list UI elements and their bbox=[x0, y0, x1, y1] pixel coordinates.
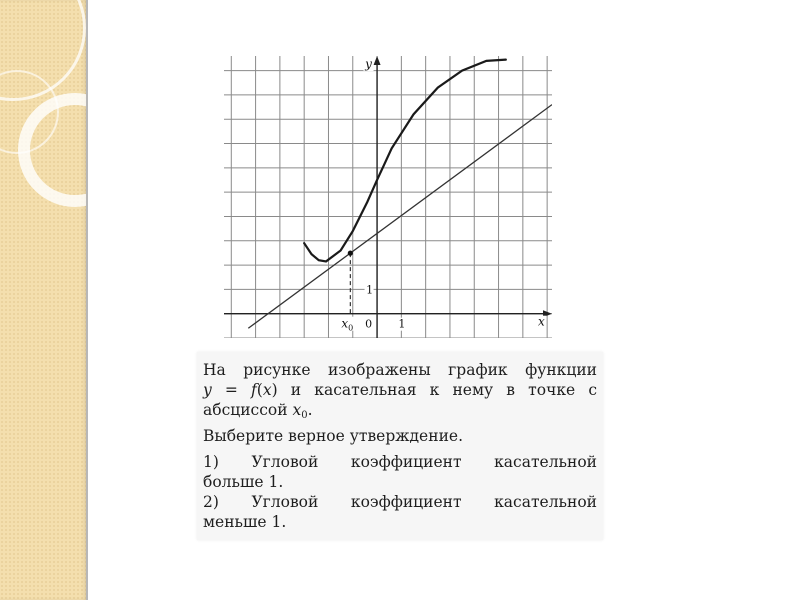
option-1-line-2: больше 1. bbox=[203, 473, 284, 491]
grid bbox=[224, 56, 552, 338]
problem-line-1: На рисунке изображены график функции bbox=[203, 361, 597, 379]
x0-label-subscript: 0 bbox=[348, 323, 354, 333]
formula-f: f bbox=[251, 381, 257, 399]
abscissa-x: x bbox=[292, 401, 302, 419]
function-graph-figure bbox=[224, 56, 552, 338]
option-2-line-1: 2) Угловой коэффициент касательной bbox=[203, 493, 597, 511]
problem-line-3-text: абсциссой bbox=[203, 401, 293, 419]
x-tick-label-1: 1 bbox=[398, 317, 406, 331]
x0-label-main: x bbox=[341, 316, 349, 331]
problem-text bbox=[197, 352, 603, 540]
formula-equals: = bbox=[211, 381, 252, 399]
problem-line-3 bbox=[203, 400, 597, 420]
origin-label: 0 bbox=[365, 317, 373, 331]
formula-paren-open: ( bbox=[256, 381, 263, 399]
question-prompt: Выберите верное утверждение. bbox=[203, 427, 463, 445]
formula-x: x bbox=[262, 381, 272, 399]
decorative-side-strip bbox=[0, 0, 88, 600]
formula-y: y bbox=[203, 381, 212, 399]
problem-line-2-rest: ) и касательная к нему в точке с bbox=[271, 381, 598, 399]
y-axis-label: y bbox=[365, 57, 372, 71]
y-tick-label-1: 1 bbox=[366, 283, 374, 297]
tangent-point bbox=[348, 251, 353, 256]
x-axis-label: x bbox=[538, 314, 545, 329]
option-1-line-1: 1) Угловой коэффициент касательной bbox=[203, 453, 597, 471]
function-graph-plot bbox=[224, 56, 552, 338]
option-2-line-2: меньше 1. bbox=[203, 513, 287, 531]
y-axis-arrow bbox=[374, 56, 381, 65]
abscissa-subscript: 0 bbox=[301, 410, 308, 421]
problem-line-2 bbox=[203, 380, 597, 400]
problem-line-3-end: . bbox=[307, 401, 313, 419]
